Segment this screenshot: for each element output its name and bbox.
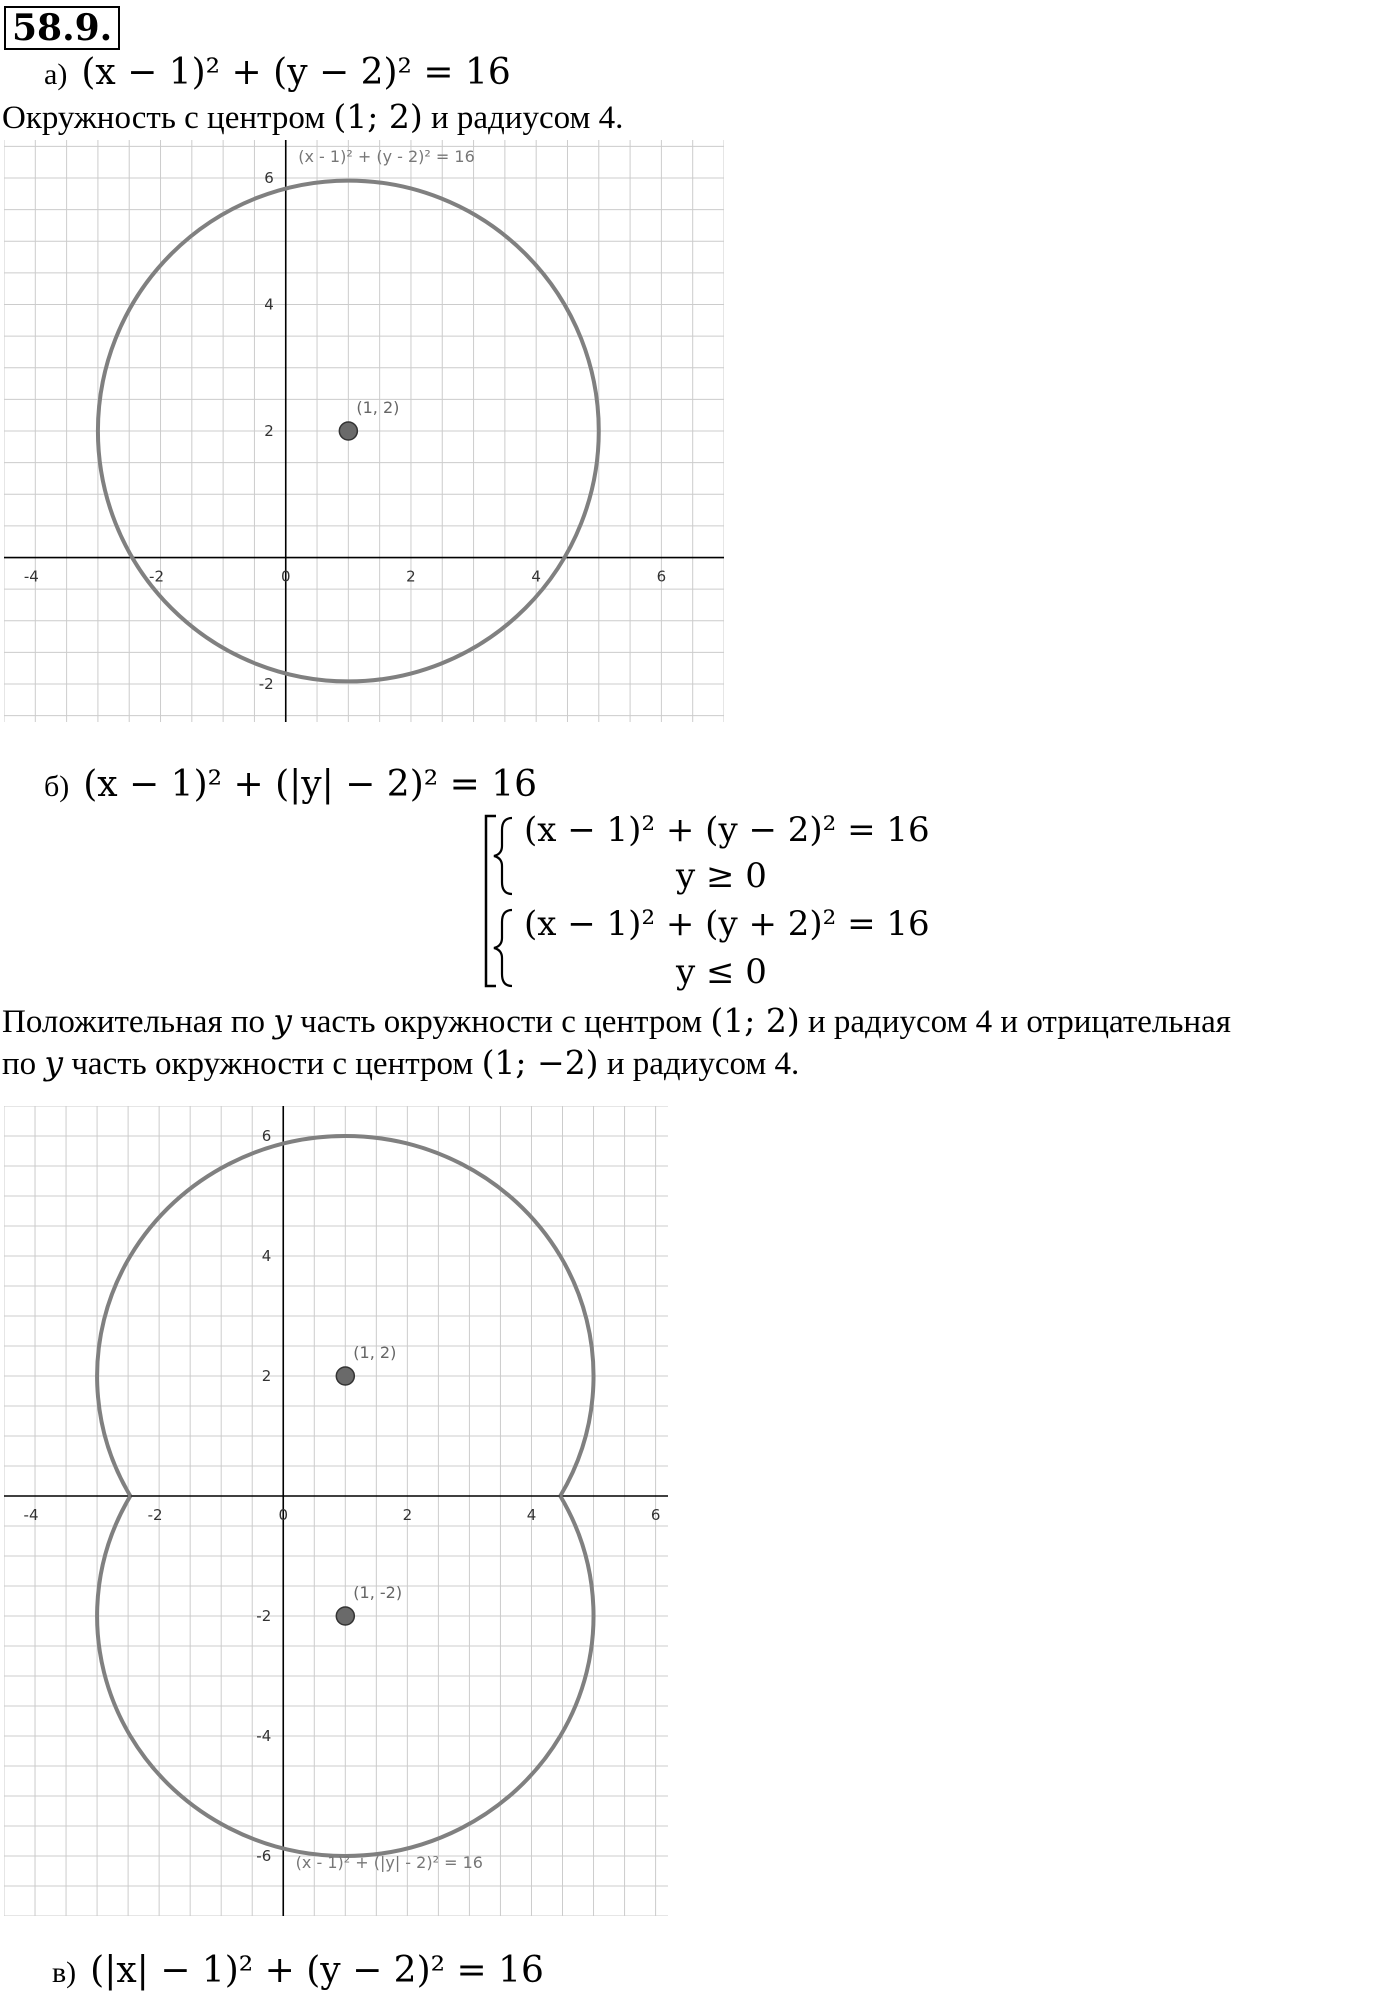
system-row-3: (x − 1)² + (y + 2)² = 16 (524, 904, 930, 944)
desc1-a: Положительная по (2, 1004, 274, 1040)
x-tick-label: 6 (656, 567, 667, 586)
x-tick-label: 0 (280, 567, 291, 586)
y-tick-label: -6 (256, 1847, 272, 1865)
x-tick-label: 2 (406, 567, 416, 586)
part-a-description (2, 96, 623, 139)
desc1-b: часть окружности с центром (291, 1004, 711, 1040)
x-tick-label: 6 (650, 1506, 661, 1524)
part-c-equation: (|x| − 1)² + (y − 2)² = 16 (90, 1950, 544, 1991)
part-b-description-line2 (2, 1042, 799, 1085)
y-tick-label: 2 (261, 1367, 272, 1385)
y-tick-label: 2 (264, 422, 274, 440)
system-row-4: y ≤ 0 (676, 952, 767, 992)
y-tick-label: -2 (256, 1607, 272, 1625)
part-a-desc-pre: Окружность с центром (2, 100, 334, 136)
curve-label: (x - 1)² + (|y| - 2)² = 16 (295, 1853, 483, 1872)
curve-label: (x - 1)² + (y - 2)² = 16 (298, 147, 475, 167)
y-tick-label: -2 (258, 675, 274, 694)
desc2-y: y (44, 1043, 64, 1082)
y-tick-label: 4 (261, 1247, 272, 1265)
x-tick-label: 4 (526, 1506, 537, 1524)
x-tick-label: -4 (23, 567, 39, 586)
part-a-desc-center: (1; 2) (333, 97, 423, 136)
point-label: (1, 2) (353, 1343, 397, 1362)
system-brackets (482, 812, 522, 990)
desc2-a: по (2, 1046, 45, 1082)
problem-number: 58.9. (4, 6, 120, 50)
system-row-1: (x − 1)² + (y − 2)² = 16 (524, 810, 930, 850)
desc1-y: y (273, 1001, 292, 1040)
part-b-equation-line (44, 764, 537, 805)
y-tick-label: 6 (261, 1127, 272, 1145)
x-tick-label: 0 (278, 1506, 289, 1524)
desc2-b: часть окружности с центром (63, 1046, 482, 1082)
point-marker (336, 1367, 354, 1385)
point-label: (1, 2) (356, 398, 400, 417)
part-c-equation-line (52, 1950, 544, 1991)
x-tick-label: 4 (531, 567, 541, 586)
point-marker (336, 1607, 354, 1625)
point-label: (1, -2) (353, 1583, 403, 1602)
y-tick-label: 6 (264, 168, 274, 187)
x-tick-label: -2 (147, 1506, 163, 1524)
part-b-description-line1 (2, 1000, 1231, 1043)
part-a-label: а) (44, 58, 68, 91)
desc2-c: (1; −2) (481, 1043, 599, 1082)
part-a-desc-post: и радиусом 4. (422, 100, 624, 136)
desc1-c: (1; 2) (710, 1001, 800, 1040)
x-tick-label: 2 (402, 1506, 413, 1524)
part-a-equation-line (44, 52, 511, 93)
point-marker (339, 422, 357, 440)
part-c-label: в) (52, 1956, 77, 1989)
desc2-d: и радиусом 4. (598, 1046, 800, 1082)
x-tick-label: -4 (23, 1506, 39, 1524)
part-a-equation: (x − 1)² + (y − 2)² = 16 (81, 52, 511, 93)
system-row-2: y ≥ 0 (676, 856, 767, 896)
desc1-d: и радиусом 4 и отрицательная (799, 1004, 1231, 1040)
part-b-equation: (x − 1)² + (|y| − 2)² = 16 (83, 764, 538, 805)
x-tick-label: -2 (149, 567, 165, 586)
chart-b (4, 1106, 668, 1916)
part-b-label: б) (44, 770, 70, 803)
y-tick-label: 4 (264, 295, 274, 314)
y-tick-label: -4 (256, 1727, 272, 1745)
chart-a (4, 140, 724, 722)
